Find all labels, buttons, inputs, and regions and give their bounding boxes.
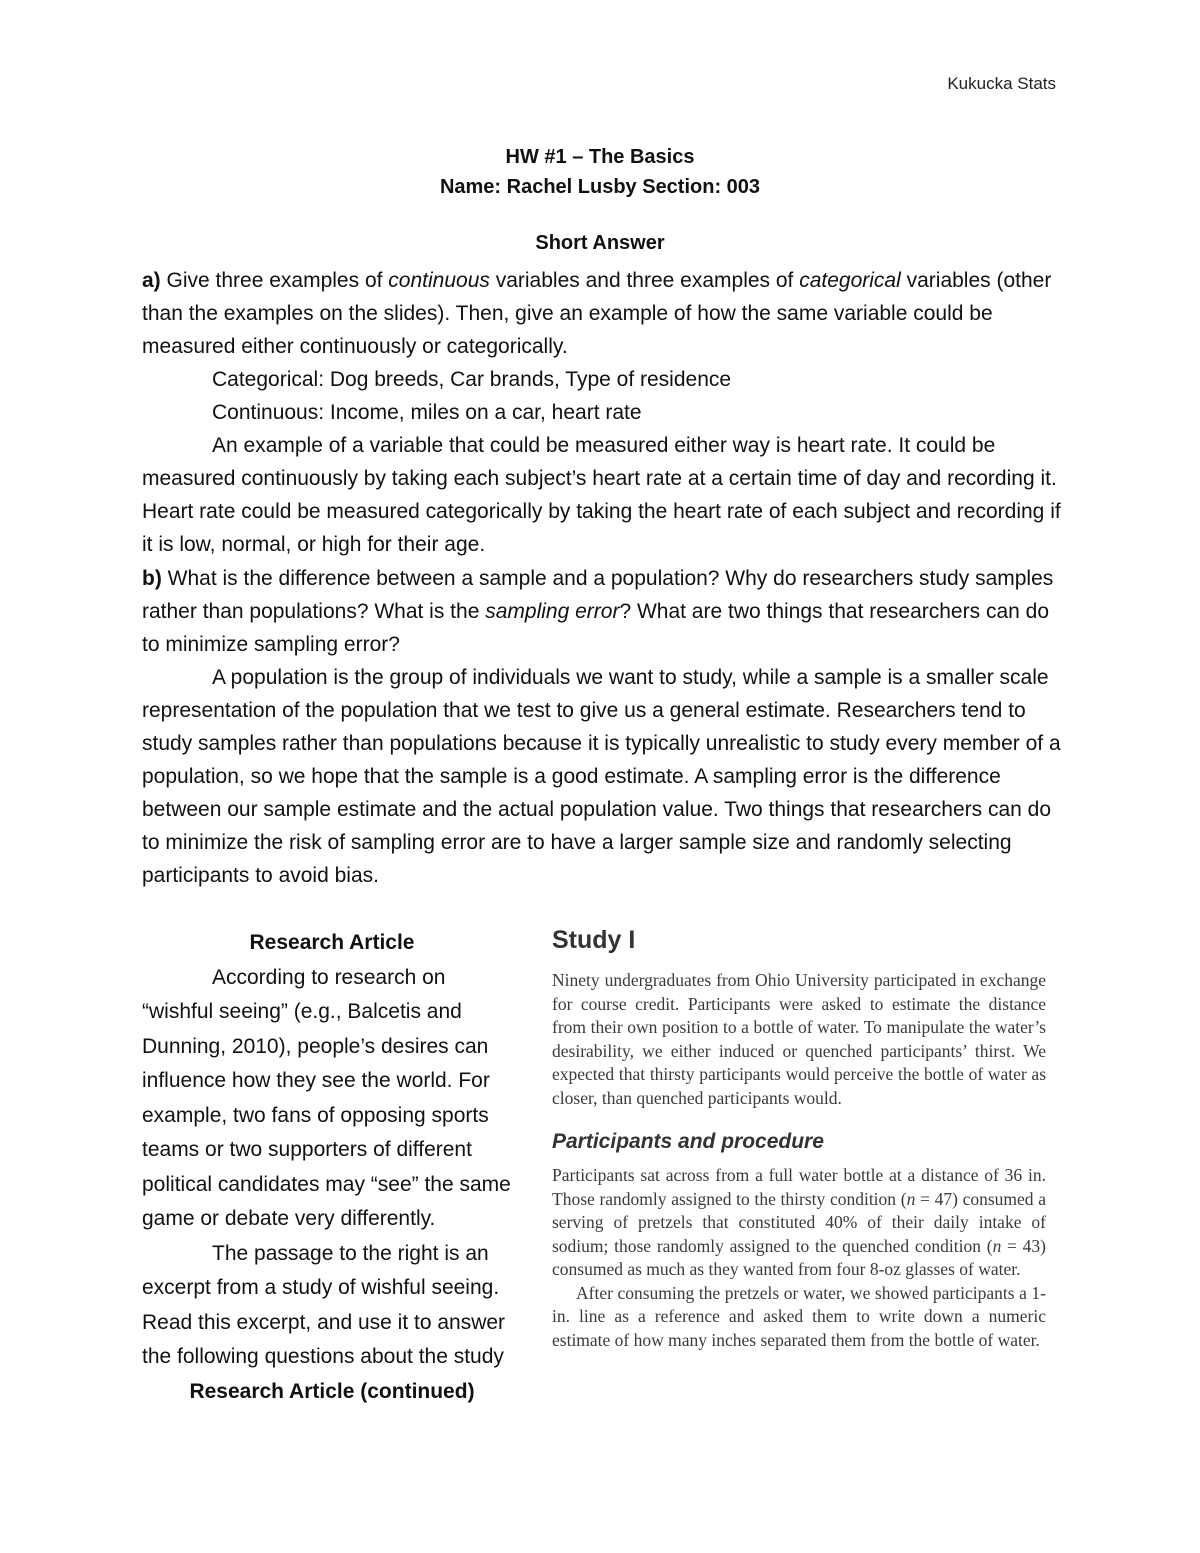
question-a [142, 264, 1062, 561]
procedure-heading: Participants and procedure [552, 1130, 824, 1153]
procedure-text-1: Participants sat across from a full water bottle at a distance of 36 in. Those randomly assigned to the thirsty condition ( [552, 1165, 1046, 1209]
procedure-para-1 [552, 1164, 1046, 1282]
question-a-emphasis-categorical: categorical [799, 269, 901, 292]
research-article-heading: Research Article [249, 931, 415, 954]
question-b-emphasis: sampling error [485, 600, 620, 623]
research-article-column [142, 926, 522, 1409]
short-answer-heading: Short Answer [535, 232, 665, 254]
question-a-label: a) [142, 269, 161, 292]
answer-a-paragraph: An example of a variable that could be measured either way is heart rate. It could be measured continuously by taking each subject’s heart rate at a certain time of day and recording it. Heart rate could be measured categorically by taking the heart rate of each subject and recording if it is low, normal, or high for their age. [142, 434, 1061, 556]
answer-a-continuous: Continuous: Income, miles on a car, heart rate [212, 401, 642, 424]
research-article-para-1: According to research on “wishful seeing” (e.g., Balcetis and Dunning, 2010), people’s desires can influence how they see the world. For example, two fans of opposing sports teams or two supporters of different political candidates may “see” the same game or debate very differently. [142, 965, 511, 1230]
question-b [142, 562, 1062, 892]
question-b-text-2: ? What are two things that researchers can do to minimize sampling error? [142, 600, 1049, 656]
question-a-emphasis-continuous: continuous [388, 269, 490, 292]
procedure-text-3: = 43) consumed as much as they wanted from four 8-oz glasses of water. [552, 1235, 1046, 1279]
procedure-text-2: = 47) consumed a serving of pretzels that constituted 40% of their daily intake of sodium; those randomly assigned to the quenched condition ( [552, 1188, 1046, 1256]
question-a-prompt [142, 264, 1062, 363]
student-name-section: Name: Rachel Lusby Section: 003 [439, 176, 761, 198]
title-block [0, 142, 1200, 202]
page-header: Kukucka Stats [947, 74, 1056, 93]
n-symbol-1: n [906, 1188, 916, 1209]
question-a-text-1: Give three examples of [160, 269, 389, 292]
research-article-para-2: The passage to the right is an excerpt from a study of wishful seeing. Read this excerpt, and use it to answer the following questions about the study [142, 1241, 506, 1368]
answer-a-categorical: Categorical: Dog breeds, Car brands, Type of residence [212, 368, 732, 391]
procedure-para-2: After consuming the pretzels or water, we showed participants a 1-in. line as a reference and asked them to write down a numeric estimate of how many inches separated them from the bottle of water. [552, 1282, 1046, 1350]
answer-b-paragraph: A population is the group of individuals we want to study, while a sample is a smaller scale representation of the population that we test to give us a general estimate. Researchers tend to study samples rather than populations because it is typically unrealistic to study every member of a population, so we hope that the sample is a good estimate. A sampling error is the difference between our sample estimate and the actual population value. Two things that researchers can do to minimize the risk of sampling error are to have a larger sample size and randomly selecting participants to avoid bias. [142, 666, 1061, 887]
question-a-text-3: variables (other than the examples on the slides). Then, give an example of how the same variable could be measured either continuously or categorically. [142, 269, 1052, 358]
question-b-text-1: What is the difference between a sample and a population? Why do researchers study samples rather than populations? What is the [142, 567, 1054, 623]
study-title: Study I [552, 926, 636, 954]
assignment-title: HW #1 – The Basics [505, 146, 695, 168]
question-b-label: b) [142, 567, 162, 590]
question-a-text-2: variables and three examples of [489, 269, 800, 292]
research-article-continued-heading: Research Article (continued) [189, 1379, 475, 1403]
study-excerpt [552, 926, 1046, 1352]
study-intro: Ninety undergraduates from Ohio University participated in exchange for course credit. Participants were asked to estimate the distance from their own position to a bottle of water. To manipulate the water’s desirability, we either induced or quenched participants’ thirst. We expected that thirsty participants would perceive the bottle of water as closer, than quenched participants would. [552, 970, 1046, 1108]
question-b-prompt [142, 562, 1062, 661]
n-symbol-2: n [992, 1235, 1002, 1256]
